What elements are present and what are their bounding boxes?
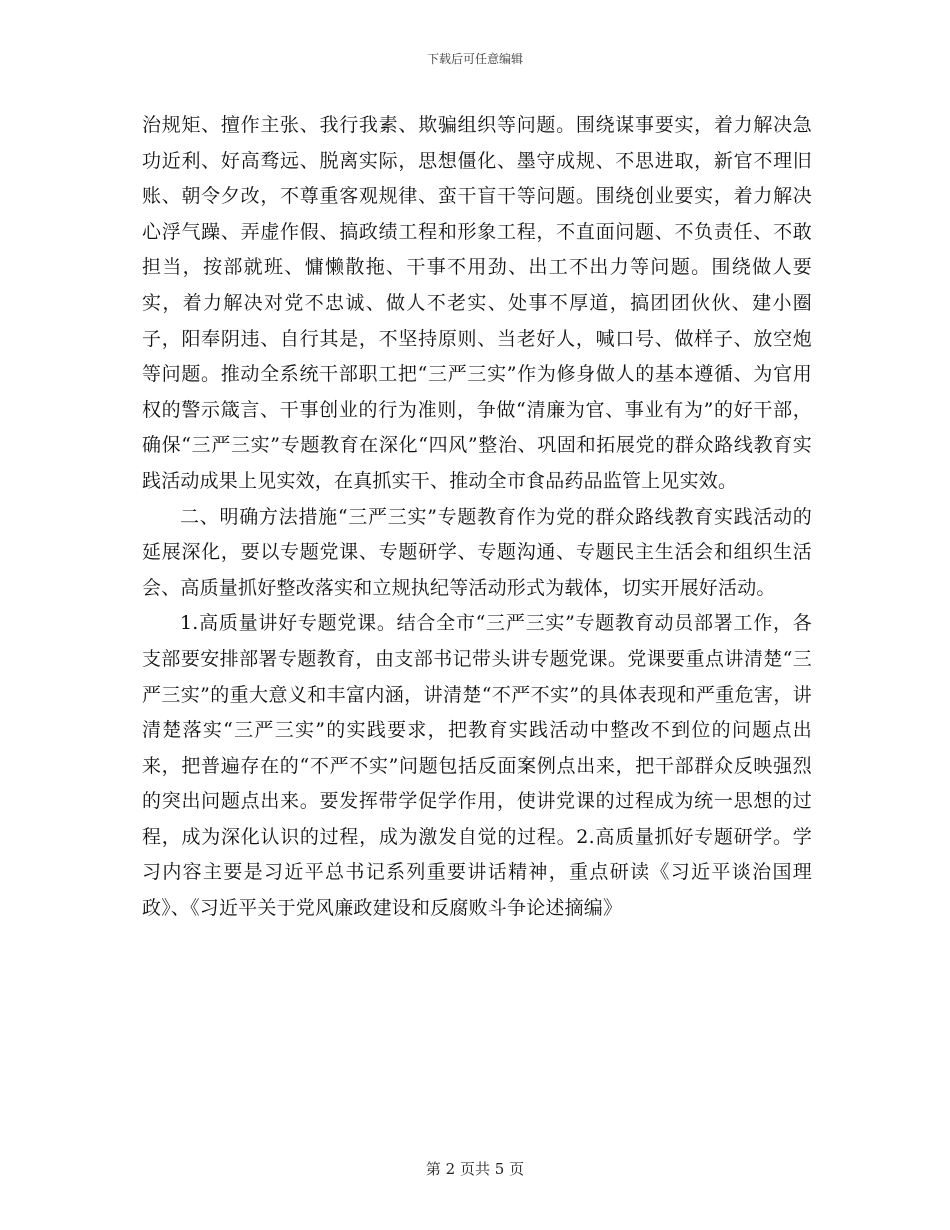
- header-note: 下载后可任意编辑: [426, 52, 523, 66]
- paragraph-continuation: 治规矩、擅作主张、我行我素、欺骗组织等问题。围绕谋事要实，着力解决急功近利、好高骛远、脱离实际，思想僵化、墨守成规、不思进取，新官不理旧账、朝令夕改，不尊重客观规律、蛮干盲干等问题。围绕创业要实，着力解决心浮气躁、弄虚作假、搞政绩工程和形象工程，不直面问题、不负责任、不敢担当，按部就班、慵懒散拖、干事不用劲、出工不出力等问题。围绕做人要实，着力解决对党不忠诚、做人不老实、处事不厚道，搞团团伙伙、建小圈子，阳奉阴违、自行其是，不坚持原则、当老好人，喊口号、做样子、放空炮等问题。推动全系统干部职工把“三严三实”作为修身做人的基本遵循、为官用权的警示箴言、干事创业的行为准则，争做“清廉为官、事业有为”的好干部，确保“三严三实”专题教育在深化“四风”整治、巩固和拓展党的群众路线教育实践活动成果上见实效，在真抓实干、推动全市食品药品监管上见实效。: [142, 114, 812, 492]
- document-body: [142, 108, 812, 927]
- paragraph-methods: 二、明确方法措施“三严三实”专题教育作为党的群众路线教育实践活动的延展深化，要以专题党课、专题研学、专题沟通、专题民主生活会和组织生活会、高质量抓好整改落实和立规执纪等活动形式为载体，切实开展好活动。: [142, 505, 812, 599]
- paragraph-party-lecture: 1.高质量讲好专题党课。结合全市“三严三实”专题教育动员部署工作，各支部要安排部署专题教育，由支部书记带头讲专题党课。党课要重点讲清楚“三严三实”的重大意义和丰富内涵，讲清楚“不严不实”的具体表现和严重危害，讲清楚落实“三严三实”的实践要求，把教育实践活动中整改不到位的问题点出来，把普遍存在的“不严不实”问题包括反面案例点出来，把干部群众反映强烈的突出问题点出来。要发挥带学促学作用，使讲党课的过程成为统一思想的过程，成为深化认识的过程，成为激发自觉的过程。2.高质量抓好专题研学。学习内容主要是习近平总书记系列重要讲话精神，重点研读《习近平谈治国理政》、《习近平关于党风廉政建设和反腐败斗争论述摘编》: [142, 612, 812, 920]
- page-number: 第 2 页共 5 页: [425, 1160, 525, 1178]
